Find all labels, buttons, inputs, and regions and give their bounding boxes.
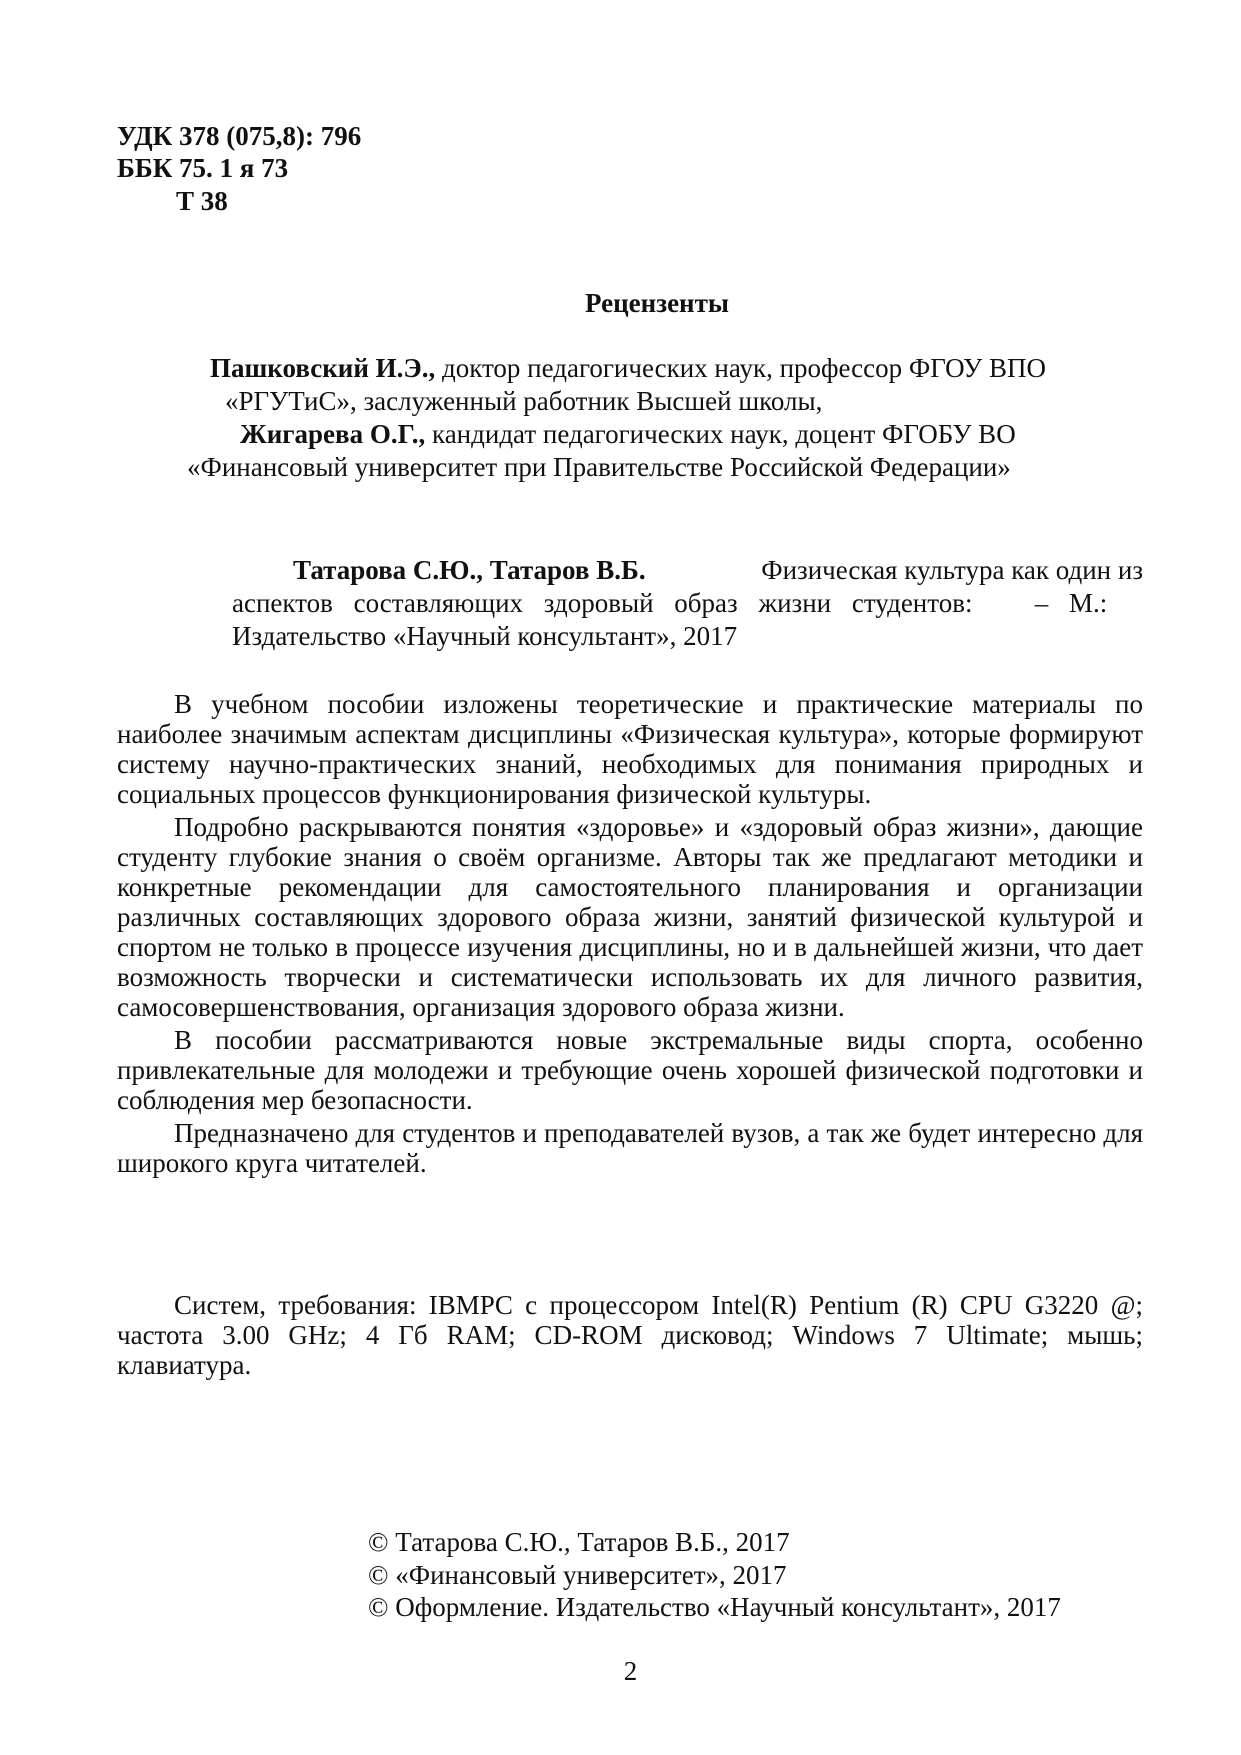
- reviewer-2-name: Жигарева О.Г.,: [240, 419, 426, 449]
- abstract-paragraph-4: Предназначено для студентов и преподавателей вузов, а так же будет интересно для широкого круга читателей.: [117, 1118, 1143, 1178]
- page-number: 2: [623, 1656, 638, 1686]
- bbk-code: ББК 75. 1 я 73: [117, 153, 289, 183]
- bibliography-line-1: [293, 555, 1143, 585]
- copyright-publisher: © Оформление. Издательство «Научный консультант», 2017: [368, 1592, 1061, 1622]
- reviewer-1-name: Пашковский И.Э.,: [210, 353, 436, 383]
- copyright-university: © «Финансовый университет», 2017: [368, 1560, 787, 1590]
- bibliography-title-start: Физическая культура как один из: [761, 555, 1143, 585]
- copyright-authors: © Татарова С.Ю., Татаров В.Б., 2017: [368, 1527, 790, 1557]
- abstract-paragraph-2: Подробно раскрываются понятия «здоровье» и «здоровый образ жизни», дающие студенту глубокие знания о своём организме. Авторы так же предлагают методики и конкретные рекомендации для самостоятельного планирования и организации различных составляющих здорового образа жизни, занятий физической культурой и спортом не только в процессе изучения дисциплины, но и в дальнейшей жизни, что дает возможность творчески и систематически использовать их для личного развития, самосовершенствования, организация здорового образа жизни.: [117, 812, 1143, 1022]
- system-requirements: [117, 1290, 1143, 1380]
- system-requirements-text: Систем, требования: IBMPC с процессором Intel(R) Pentium (R) CPU G3220 @; частота 3.00 GHz; 4 Гб RAM; CD-ROM дисковод; Windows 7 Ultimate; мышь; клавиатура.: [117, 1290, 1143, 1380]
- bibliography-line-2: аспектов составляющих здоровый образ жизни студентов: – М.:: [232, 588, 1108, 618]
- reviewer-2-line-2: «Финансовый университет при Правительстве Российской Федерации»: [187, 452, 1011, 482]
- reviewer-1-desc: доктор педагогических наук, профессор ФГОУ ВПО: [435, 353, 1047, 383]
- udk-code: УДК 378 (075,8): 796: [117, 121, 362, 151]
- abstract-paragraph-3: В пособии рассматриваются новые экстремальные виды спорта, особенно привлекательные для молодежи и требующие очень хорошей физической подготовки и соблюдения мер безопасности.: [117, 1025, 1143, 1115]
- bibliography-line-3: Издательство «Научный консультант», 2017: [232, 621, 738, 651]
- reviewer-2-line-1: [240, 419, 1016, 449]
- abstract-paragraph-1: В учебном пособии изложены теоретические и практические материалы по наиболее значимым аспектам дисциплины «Физическая культура», которые формируют систему научно-практических знаний, необходимых для понимания природных и социальных процессов функционирования физической культуры.: [117, 689, 1143, 809]
- abstract: [117, 689, 1143, 1178]
- reviewer-1-line-2: «РГУТиС», заслуженный работник Высшей школы,: [225, 386, 823, 416]
- reviewer-2-desc: кандидат педагогических наук, доцент ФГОБУ ВО: [425, 419, 1016, 449]
- author-mark: Т 38: [176, 186, 228, 216]
- reviewer-1-line-1: [210, 353, 1046, 383]
- bibliography-authors: Татарова С.Ю., Татаров В.Б.: [293, 555, 646, 585]
- reviewers-heading: Рецензенты: [585, 288, 729, 318]
